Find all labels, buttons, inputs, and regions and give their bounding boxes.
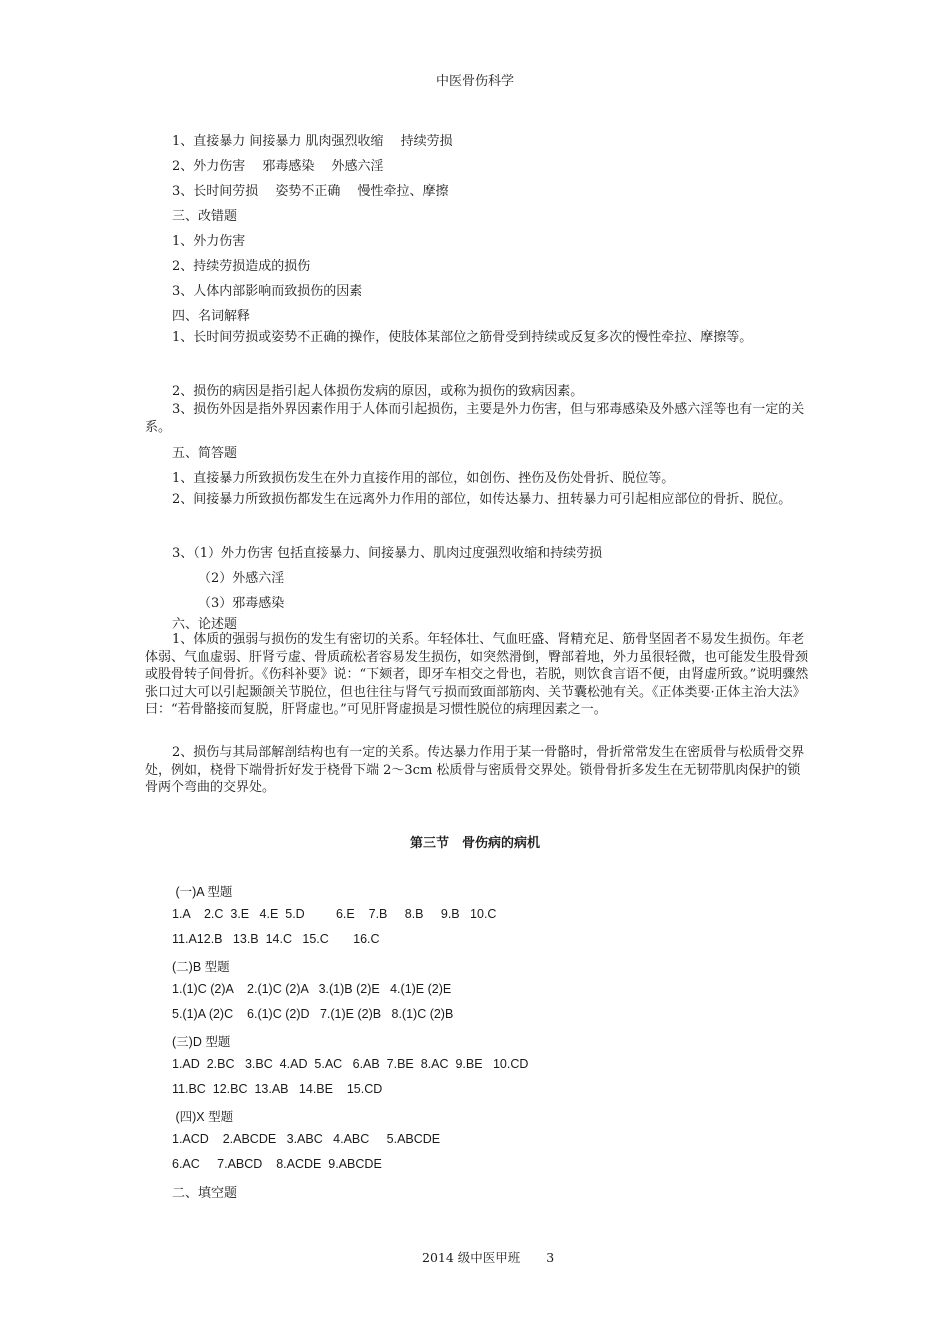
section-heading: 二、填空题 [172, 1186, 238, 1201]
text-line: 2、损伤的病因是指引起人体损伤发病的原因，或称为损伤的致病因素。 [172, 384, 584, 399]
text-line: 1、直接暴力 间接暴力 肌肉强烈收缩 持续劳损 [172, 134, 453, 149]
paragraph: 1、体质的强弱与损伤的发生有密切的关系。年轻体壮、气血旺盛、肾精充足、筋骨坚固者不易发生损伤。年老体弱、气血虚弱、肝肾亏虚、骨质疏松者容易发生损伤，如突然滑倒，臀部着地，外力虽很轻微，也可能发生股骨颈或股骨转子间骨折。《伤科补要》说：“下颏者，即牙车相交之骨也，若脱，则饮食言语不便，由肾虚所致。”说明骤然张口过大可以引起颞颌关节脱位，但也往往与肾气亏损而致面部筋肉、关节囊松弛有关。《正体类要·正体主治大法》曰：“若骨骼接而复脱，肝肾虚也。”可见肝肾虚损是习惯性脱位的病理因素之一。 [145, 632, 809, 717]
text-line: 3、长时间劳损 姿势不正确 慢性牵拉、摩擦 [172, 184, 449, 199]
text-line: 1、外力伤害 [172, 234, 246, 249]
answer-group-heading: (四)X 型题 [172, 1110, 234, 1124]
text-line: 2、持续劳损造成的损伤 [172, 259, 311, 274]
answer-group-heading: (一)A 型题 [172, 885, 233, 899]
text-line: 2、外力伤害 邪毒感染 外感六淫 [172, 159, 384, 174]
paragraph: 1、长时间劳损或姿势不正确的操作，使肢体某部位之筋骨受到持续或反复多次的慢性牵拉、摩擦等。 [172, 330, 753, 345]
page-header: 中医骨伤科学 [435, 74, 514, 89]
answer-line: 11.A12.B 13.B 14.C 15.C 16.C [172, 932, 380, 946]
answer-line: 1.(1)C (2)A 2.(1)C (2)A 3.(1)B (2)E 4.(1)E (2)E [172, 982, 452, 996]
answer-line: 5.(1)A (2)C 6.(1)C (2)D 7.(1)E (2)B 8.(1)C (2)B [172, 1007, 454, 1021]
section-title: 第三节 骨伤病的病机 [409, 836, 540, 851]
section-heading: 三、改错题 [172, 209, 238, 224]
answer-line: 1.ACD 2.ABCDE 3.ABC 4.ABC 5.ABCDE [172, 1132, 441, 1146]
text-line: （2）外感六淫 [198, 571, 285, 586]
text-line: 3、（1）外力伤害 包括直接暴力、间接暴力、肌肉过度强烈收缩和持续劳损 [172, 546, 603, 561]
page-footer [422, 1248, 554, 1266]
answer-group-heading: (二)B 型题 [172, 960, 230, 974]
section-heading: 五、简答题 [172, 446, 238, 461]
paragraph: 3、损伤外因是指外界因素作用于人体而引起损伤，主要是外力伤害，但与邪毒感染及外感六淫等也有一定的关系。 [145, 402, 805, 435]
answer-line: 11.BC 12.BC 13.AB 14.BE 15.CD [172, 1082, 383, 1096]
answer-line: 1.AD 2.BC 3.BC 4.AD 5.AC 6.AB 7.BE 8.AC 9.BE 10.CD [172, 1057, 529, 1071]
paragraph: 2、损伤与其局部解剖结构也有一定的关系。传达暴力作用于某一骨骼时，骨折常常发生在密质骨与松质骨交界处，例如，桡骨下端骨折好发于桡骨下端 2～3cm 松质骨与密质骨交界处。锁骨骨折多发生在无韧带肌肉保护的锁骨两个弯曲的交界处。 [145, 745, 805, 795]
footer-class-label: 2014 级中医甲班 [422, 1250, 521, 1265]
section-heading: 六、论述题 [172, 617, 238, 632]
text-line: （3）邪毒感染 [198, 596, 285, 611]
answer-line: 1.A 2.C 3.E 4.E 5.D 6.E 7.B 8.B 9.B 10.C [172, 907, 497, 921]
text-line: 3、人体内部影响而致损伤的因素 [172, 284, 363, 299]
answer-line: 6.AC 7.ABCD 8.ACDE 9.ABCDE [172, 1157, 382, 1171]
page-number: 3 [546, 1250, 555, 1265]
answer-group-heading: (三)D 型题 [172, 1035, 231, 1049]
text-line: 1、直接暴力所致损伤发生在外力直接作用的部位，如创伤、挫伤及伤处骨折、脱位等。 [172, 471, 675, 486]
paragraph: 2、间接暴力所致损伤都发生在远离外力作用的部位，如传达暴力、扭转暴力可引起相应部位的骨折、脱位。 [172, 492, 792, 507]
section-heading: 四、名词解释 [172, 309, 251, 324]
